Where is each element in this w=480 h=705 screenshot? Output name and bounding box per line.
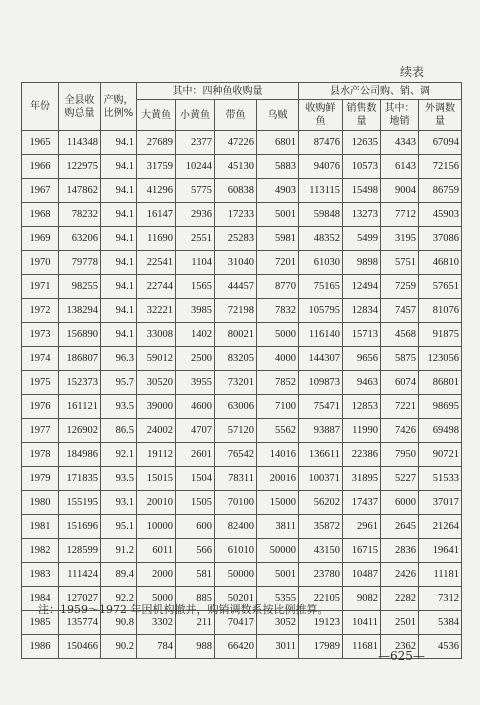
header-small-yellow-croaker: 小黄鱼 bbox=[176, 100, 215, 131]
table-cell: 7852 bbox=[257, 371, 299, 395]
year-cell: 1980 bbox=[22, 491, 59, 515]
table-cell: 76542 bbox=[215, 443, 257, 467]
table-cell: 94.1 bbox=[101, 251, 137, 275]
header-cuttlefish: 乌贼 bbox=[257, 100, 299, 131]
table-cell: 10573 bbox=[343, 155, 381, 179]
table-cell: 82400 bbox=[215, 515, 257, 539]
table-cell: 35872 bbox=[299, 515, 343, 539]
table-cell: 92.1 bbox=[101, 443, 137, 467]
table-cell: 51533 bbox=[419, 467, 462, 491]
table-cell: 2426 bbox=[381, 563, 419, 587]
year-cell: 1977 bbox=[22, 419, 59, 443]
table-cell: 155195 bbox=[59, 491, 101, 515]
table-row bbox=[22, 419, 462, 443]
table-cell: 6000 bbox=[381, 491, 419, 515]
table-cell: 111424 bbox=[59, 563, 101, 587]
table-cell: 5227 bbox=[381, 467, 419, 491]
table-cell: 57651 bbox=[419, 275, 462, 299]
table-cell: 75471 bbox=[299, 395, 343, 419]
table-cell: 7426 bbox=[381, 419, 419, 443]
table-cell: 22386 bbox=[343, 443, 381, 467]
table-cell: 113115 bbox=[299, 179, 343, 203]
table-cell: 30520 bbox=[137, 371, 176, 395]
table-cell: 109873 bbox=[299, 371, 343, 395]
table-cell: 93.1 bbox=[101, 491, 137, 515]
table-cell: 4343 bbox=[381, 131, 419, 155]
table-cell: 6801 bbox=[257, 131, 299, 155]
table-cell: 171835 bbox=[59, 467, 101, 491]
table-header bbox=[22, 83, 462, 131]
table-cell: 10000 bbox=[137, 515, 176, 539]
table-cell: 7201 bbox=[257, 251, 299, 275]
table-cell: 11181 bbox=[419, 563, 462, 587]
table-cell: 20016 bbox=[257, 467, 299, 491]
table-cell: 95.1 bbox=[101, 515, 137, 539]
table-cell: 94076 bbox=[299, 155, 343, 179]
table-cell: 2362 bbox=[381, 635, 419, 659]
table-cell: 70417 bbox=[215, 611, 257, 635]
table-cell: 86759 bbox=[419, 179, 462, 203]
table-cell: 22541 bbox=[137, 251, 176, 275]
table-cell: 4903 bbox=[257, 179, 299, 203]
table-cell: 3195 bbox=[381, 227, 419, 251]
table-cell: 22744 bbox=[137, 275, 176, 299]
table-cell: 100371 bbox=[299, 467, 343, 491]
header-ratio: 产购，比例% bbox=[101, 83, 137, 131]
table-row bbox=[22, 515, 462, 539]
table-cell: 2601 bbox=[176, 443, 215, 467]
year-cell: 1973 bbox=[22, 323, 59, 347]
table-cell: 98695 bbox=[419, 395, 462, 419]
table-cell: 885 bbox=[176, 587, 215, 611]
table-row bbox=[22, 347, 462, 371]
table-cell: 15713 bbox=[343, 323, 381, 347]
table-cell: 9656 bbox=[343, 347, 381, 371]
page-number: —625— bbox=[378, 649, 425, 663]
table-cell: 1565 bbox=[176, 275, 215, 299]
table-cell: 95.7 bbox=[101, 371, 137, 395]
table-cell: 1504 bbox=[176, 467, 215, 491]
table-cell: 94.1 bbox=[101, 179, 137, 203]
table-cell: 20010 bbox=[137, 491, 176, 515]
fishery-statistics-table bbox=[21, 82, 462, 659]
table-row bbox=[22, 299, 462, 323]
table-cell: 17437 bbox=[343, 491, 381, 515]
table-cell: 12494 bbox=[343, 275, 381, 299]
table-cell: 3985 bbox=[176, 299, 215, 323]
table-cell: 186807 bbox=[59, 347, 101, 371]
header-large-yellow-croaker: 大黄鱼 bbox=[137, 100, 176, 131]
table-cell: 4600 bbox=[176, 395, 215, 419]
table-cell: 156890 bbox=[59, 323, 101, 347]
table-cell: 90.2 bbox=[101, 635, 137, 659]
table-cell: 136611 bbox=[299, 443, 343, 467]
table-cell: 78311 bbox=[215, 467, 257, 491]
table-row bbox=[22, 443, 462, 467]
table-row bbox=[22, 203, 462, 227]
table-cell: 116140 bbox=[299, 323, 343, 347]
table-cell: 8770 bbox=[257, 275, 299, 299]
header-sales-volume: 销售数量 bbox=[343, 100, 381, 131]
table-cell: 2377 bbox=[176, 131, 215, 155]
table-cell: 94.1 bbox=[101, 323, 137, 347]
table-cell: 2836 bbox=[381, 539, 419, 563]
table-cell: 50201 bbox=[215, 587, 257, 611]
table-cell: 91.2 bbox=[101, 539, 137, 563]
table-cell: 94.1 bbox=[101, 227, 137, 251]
table-cell: 89.4 bbox=[101, 563, 137, 587]
year-cell: 1971 bbox=[22, 275, 59, 299]
table-row bbox=[22, 131, 462, 155]
year-cell: 1978 bbox=[22, 443, 59, 467]
year-cell: 1966 bbox=[22, 155, 59, 179]
table-row bbox=[22, 539, 462, 563]
table-cell: 80021 bbox=[215, 323, 257, 347]
header-hairtail: 带鱼 bbox=[215, 100, 257, 131]
table-cell: 211 bbox=[176, 611, 215, 635]
table-cell: 94.1 bbox=[101, 299, 137, 323]
table-cell: 94.1 bbox=[101, 275, 137, 299]
table-cell: 87476 bbox=[299, 131, 343, 155]
table-cell: 94.1 bbox=[101, 203, 137, 227]
table-cell: 10244 bbox=[176, 155, 215, 179]
table-cell: 25283 bbox=[215, 227, 257, 251]
table-cell: 2645 bbox=[381, 515, 419, 539]
table-cell: 39000 bbox=[137, 395, 176, 419]
table-cell: 147862 bbox=[59, 179, 101, 203]
table-cell: 15015 bbox=[137, 467, 176, 491]
year-cell: 1984 bbox=[22, 587, 59, 611]
table-cell: 16147 bbox=[137, 203, 176, 227]
table-cell: 2282 bbox=[381, 587, 419, 611]
table-row bbox=[22, 155, 462, 179]
year-cell: 1972 bbox=[22, 299, 59, 323]
table-cell: 12635 bbox=[343, 131, 381, 155]
table-cell: 5000 bbox=[137, 587, 176, 611]
table-cell: 9004 bbox=[381, 179, 419, 203]
table-cell: 152373 bbox=[59, 371, 101, 395]
table-cell: 22105 bbox=[299, 587, 343, 611]
table-cell: 79778 bbox=[59, 251, 101, 275]
table-cell: 11690 bbox=[137, 227, 176, 251]
table-cell: 27689 bbox=[137, 131, 176, 155]
table-cell: 3811 bbox=[257, 515, 299, 539]
table-cell: 16715 bbox=[343, 539, 381, 563]
table-row bbox=[22, 563, 462, 587]
table-cell: 7950 bbox=[381, 443, 419, 467]
table-cell: 2961 bbox=[343, 515, 381, 539]
table-cell: 150466 bbox=[59, 635, 101, 659]
table-cell: 19123 bbox=[299, 611, 343, 635]
table-cell: 3302 bbox=[137, 611, 176, 635]
table-cell: 11990 bbox=[343, 419, 381, 443]
table-cell: 7457 bbox=[381, 299, 419, 323]
table-cell: 5384 bbox=[419, 611, 462, 635]
table-cell: 10411 bbox=[343, 611, 381, 635]
table-cell: 46810 bbox=[419, 251, 462, 275]
table-cell: 24002 bbox=[137, 419, 176, 443]
year-cell: 1970 bbox=[22, 251, 59, 275]
table-cell: 45130 bbox=[215, 155, 257, 179]
table-cell: 135774 bbox=[59, 611, 101, 635]
table-cell: 4707 bbox=[176, 419, 215, 443]
table-cell: 78232 bbox=[59, 203, 101, 227]
table-cell: 44457 bbox=[215, 275, 257, 299]
table-cell: 93.5 bbox=[101, 467, 137, 491]
header-fresh-fish-purchase: 收购鲜鱼 bbox=[299, 100, 343, 131]
table-cell: 1505 bbox=[176, 491, 215, 515]
table-cell: 5000 bbox=[257, 323, 299, 347]
table-cell: 566 bbox=[176, 539, 215, 563]
table-cell: 96.3 bbox=[101, 347, 137, 371]
table-row bbox=[22, 275, 462, 299]
table-body bbox=[22, 131, 462, 659]
table-cell: 5875 bbox=[381, 347, 419, 371]
table-cell: 73201 bbox=[215, 371, 257, 395]
table-cell: 5001 bbox=[257, 203, 299, 227]
table-cell: 63006 bbox=[215, 395, 257, 419]
table-cell: 12834 bbox=[343, 299, 381, 323]
table-cell: 10487 bbox=[343, 563, 381, 587]
table-cell: 59848 bbox=[299, 203, 343, 227]
table-cell: 31040 bbox=[215, 251, 257, 275]
year-cell: 1968 bbox=[22, 203, 59, 227]
table-cell: 47226 bbox=[215, 131, 257, 155]
header-year: 年份 bbox=[22, 83, 59, 131]
table-cell: 144307 bbox=[299, 347, 343, 371]
table-cell: 23780 bbox=[299, 563, 343, 587]
table-cell: 9082 bbox=[343, 587, 381, 611]
table-cell: 161121 bbox=[59, 395, 101, 419]
table-cell: 19641 bbox=[419, 539, 462, 563]
table-cell: 93.5 bbox=[101, 395, 137, 419]
table-cell: 7712 bbox=[381, 203, 419, 227]
table-cell: 63206 bbox=[59, 227, 101, 251]
table-row bbox=[22, 251, 462, 275]
table-cell: 61010 bbox=[215, 539, 257, 563]
table-cell: 2501 bbox=[381, 611, 419, 635]
table-cell: 5883 bbox=[257, 155, 299, 179]
table-cell: 45903 bbox=[419, 203, 462, 227]
table-cell: 1104 bbox=[176, 251, 215, 275]
table-cell: 67094 bbox=[419, 131, 462, 155]
table-cell: 6011 bbox=[137, 539, 176, 563]
table-cell: 5775 bbox=[176, 179, 215, 203]
table-cell: 57120 bbox=[215, 419, 257, 443]
table-cell: 94.1 bbox=[101, 131, 137, 155]
table-cell: 15000 bbox=[257, 491, 299, 515]
table-cell: 600 bbox=[176, 515, 215, 539]
year-cell: 1979 bbox=[22, 467, 59, 491]
table-cell: 2551 bbox=[176, 227, 215, 251]
year-cell: 1967 bbox=[22, 179, 59, 203]
header-local-sales: 其中：地销 bbox=[381, 100, 419, 131]
table-cell: 60838 bbox=[215, 179, 257, 203]
table-cell: 13273 bbox=[343, 203, 381, 227]
table-cell: 581 bbox=[176, 563, 215, 587]
table-cell: 7312 bbox=[419, 587, 462, 611]
table-cell: 5499 bbox=[343, 227, 381, 251]
table-cell: 94.1 bbox=[101, 155, 137, 179]
table-cell: 19112 bbox=[137, 443, 176, 467]
table-cell: 15498 bbox=[343, 179, 381, 203]
table-row bbox=[22, 467, 462, 491]
table-cell: 81076 bbox=[419, 299, 462, 323]
header-group-fish: 其中：四种鱼收购量 bbox=[137, 83, 299, 100]
table-cell: 41296 bbox=[137, 179, 176, 203]
table-cell: 7100 bbox=[257, 395, 299, 419]
table-cell: 50000 bbox=[257, 539, 299, 563]
table-cell: 122975 bbox=[59, 155, 101, 179]
header-total: 全县收购总量 bbox=[59, 83, 101, 131]
table-cell: 98255 bbox=[59, 275, 101, 299]
table-cell: 32221 bbox=[137, 299, 176, 323]
table-cell: 17989 bbox=[299, 635, 343, 659]
table-cell: 11681 bbox=[343, 635, 381, 659]
header-group-company: 县水产公司购、销、调 bbox=[299, 83, 462, 100]
table-cell: 2936 bbox=[176, 203, 215, 227]
continued-label: 续表 bbox=[400, 65, 425, 79]
table-cell: 61030 bbox=[299, 251, 343, 275]
table-row bbox=[22, 371, 462, 395]
table-row bbox=[22, 179, 462, 203]
table-cell: 5751 bbox=[381, 251, 419, 275]
table-cell: 6143 bbox=[381, 155, 419, 179]
table-cell: 56202 bbox=[299, 491, 343, 515]
table-row bbox=[22, 323, 462, 347]
table-cell: 48352 bbox=[299, 227, 343, 251]
table-cell: 5562 bbox=[257, 419, 299, 443]
table-cell: 4536 bbox=[419, 635, 462, 659]
table-cell: 3011 bbox=[257, 635, 299, 659]
year-cell: 1981 bbox=[22, 515, 59, 539]
table-cell: 184986 bbox=[59, 443, 101, 467]
table-cell: 114348 bbox=[59, 131, 101, 155]
table-cell: 91875 bbox=[419, 323, 462, 347]
year-cell: 1986 bbox=[22, 635, 59, 659]
table-cell: 21264 bbox=[419, 515, 462, 539]
table-cell: 2500 bbox=[176, 347, 215, 371]
table-cell: 90721 bbox=[419, 443, 462, 467]
table-cell: 43150 bbox=[299, 539, 343, 563]
table-cell: 92.2 bbox=[101, 587, 137, 611]
table-cell: 988 bbox=[176, 635, 215, 659]
year-cell: 1975 bbox=[22, 371, 59, 395]
table-cell: 14016 bbox=[257, 443, 299, 467]
header-outbound-volume: 外调数量 bbox=[419, 100, 462, 131]
table-cell: 138294 bbox=[59, 299, 101, 323]
table-cell: 7832 bbox=[257, 299, 299, 323]
table-cell: 5981 bbox=[257, 227, 299, 251]
table-cell: 7259 bbox=[381, 275, 419, 299]
table-cell: 69498 bbox=[419, 419, 462, 443]
year-cell: 1983 bbox=[22, 563, 59, 587]
table-cell: 128599 bbox=[59, 539, 101, 563]
table-cell: 86801 bbox=[419, 371, 462, 395]
table-cell: 123056 bbox=[419, 347, 462, 371]
table-cell: 93887 bbox=[299, 419, 343, 443]
table-cell: 37017 bbox=[419, 491, 462, 515]
table-cell: 7221 bbox=[381, 395, 419, 419]
table-cell: 66420 bbox=[215, 635, 257, 659]
table-cell: 1402 bbox=[176, 323, 215, 347]
year-cell: 1976 bbox=[22, 395, 59, 419]
table-cell: 90.8 bbox=[101, 611, 137, 635]
table-cell: 17233 bbox=[215, 203, 257, 227]
table-cell: 126902 bbox=[59, 419, 101, 443]
table-cell: 127027 bbox=[59, 587, 101, 611]
year-cell: 1982 bbox=[22, 539, 59, 563]
table-cell: 83205 bbox=[215, 347, 257, 371]
table-cell: 31895 bbox=[343, 467, 381, 491]
table-cell: 75165 bbox=[299, 275, 343, 299]
table-cell: 151696 bbox=[59, 515, 101, 539]
table-cell: 9898 bbox=[343, 251, 381, 275]
year-cell: 1969 bbox=[22, 227, 59, 251]
table-cell: 5355 bbox=[257, 587, 299, 611]
table-cell: 12853 bbox=[343, 395, 381, 419]
table-cell: 33008 bbox=[137, 323, 176, 347]
table-cell: 59012 bbox=[137, 347, 176, 371]
year-cell: 1974 bbox=[22, 347, 59, 371]
table-cell: 72198 bbox=[215, 299, 257, 323]
table-cell: 105795 bbox=[299, 299, 343, 323]
table-cell: 6074 bbox=[381, 371, 419, 395]
table-cell: 37086 bbox=[419, 227, 462, 251]
table-cell: 9463 bbox=[343, 371, 381, 395]
table-cell: 4568 bbox=[381, 323, 419, 347]
table-cell: 3052 bbox=[257, 611, 299, 635]
year-cell: 1965 bbox=[22, 131, 59, 155]
table-cell: 50000 bbox=[215, 563, 257, 587]
table-row bbox=[22, 491, 462, 515]
table-cell: 2000 bbox=[137, 563, 176, 587]
table-cell: 4000 bbox=[257, 347, 299, 371]
table-cell: 70100 bbox=[215, 491, 257, 515]
table-cell: 5001 bbox=[257, 563, 299, 587]
table-row bbox=[22, 395, 462, 419]
table-cell: 31759 bbox=[137, 155, 176, 179]
year-cell: 1985 bbox=[22, 611, 59, 635]
table-cell: 3955 bbox=[176, 371, 215, 395]
table-cell: 86.5 bbox=[101, 419, 137, 443]
footnote: 注：1959～1972 年因机构撤并，购销调数系按比例推算。 bbox=[38, 603, 329, 616]
table-cell: 784 bbox=[137, 635, 176, 659]
table-row bbox=[22, 227, 462, 251]
table-cell: 72156 bbox=[419, 155, 462, 179]
